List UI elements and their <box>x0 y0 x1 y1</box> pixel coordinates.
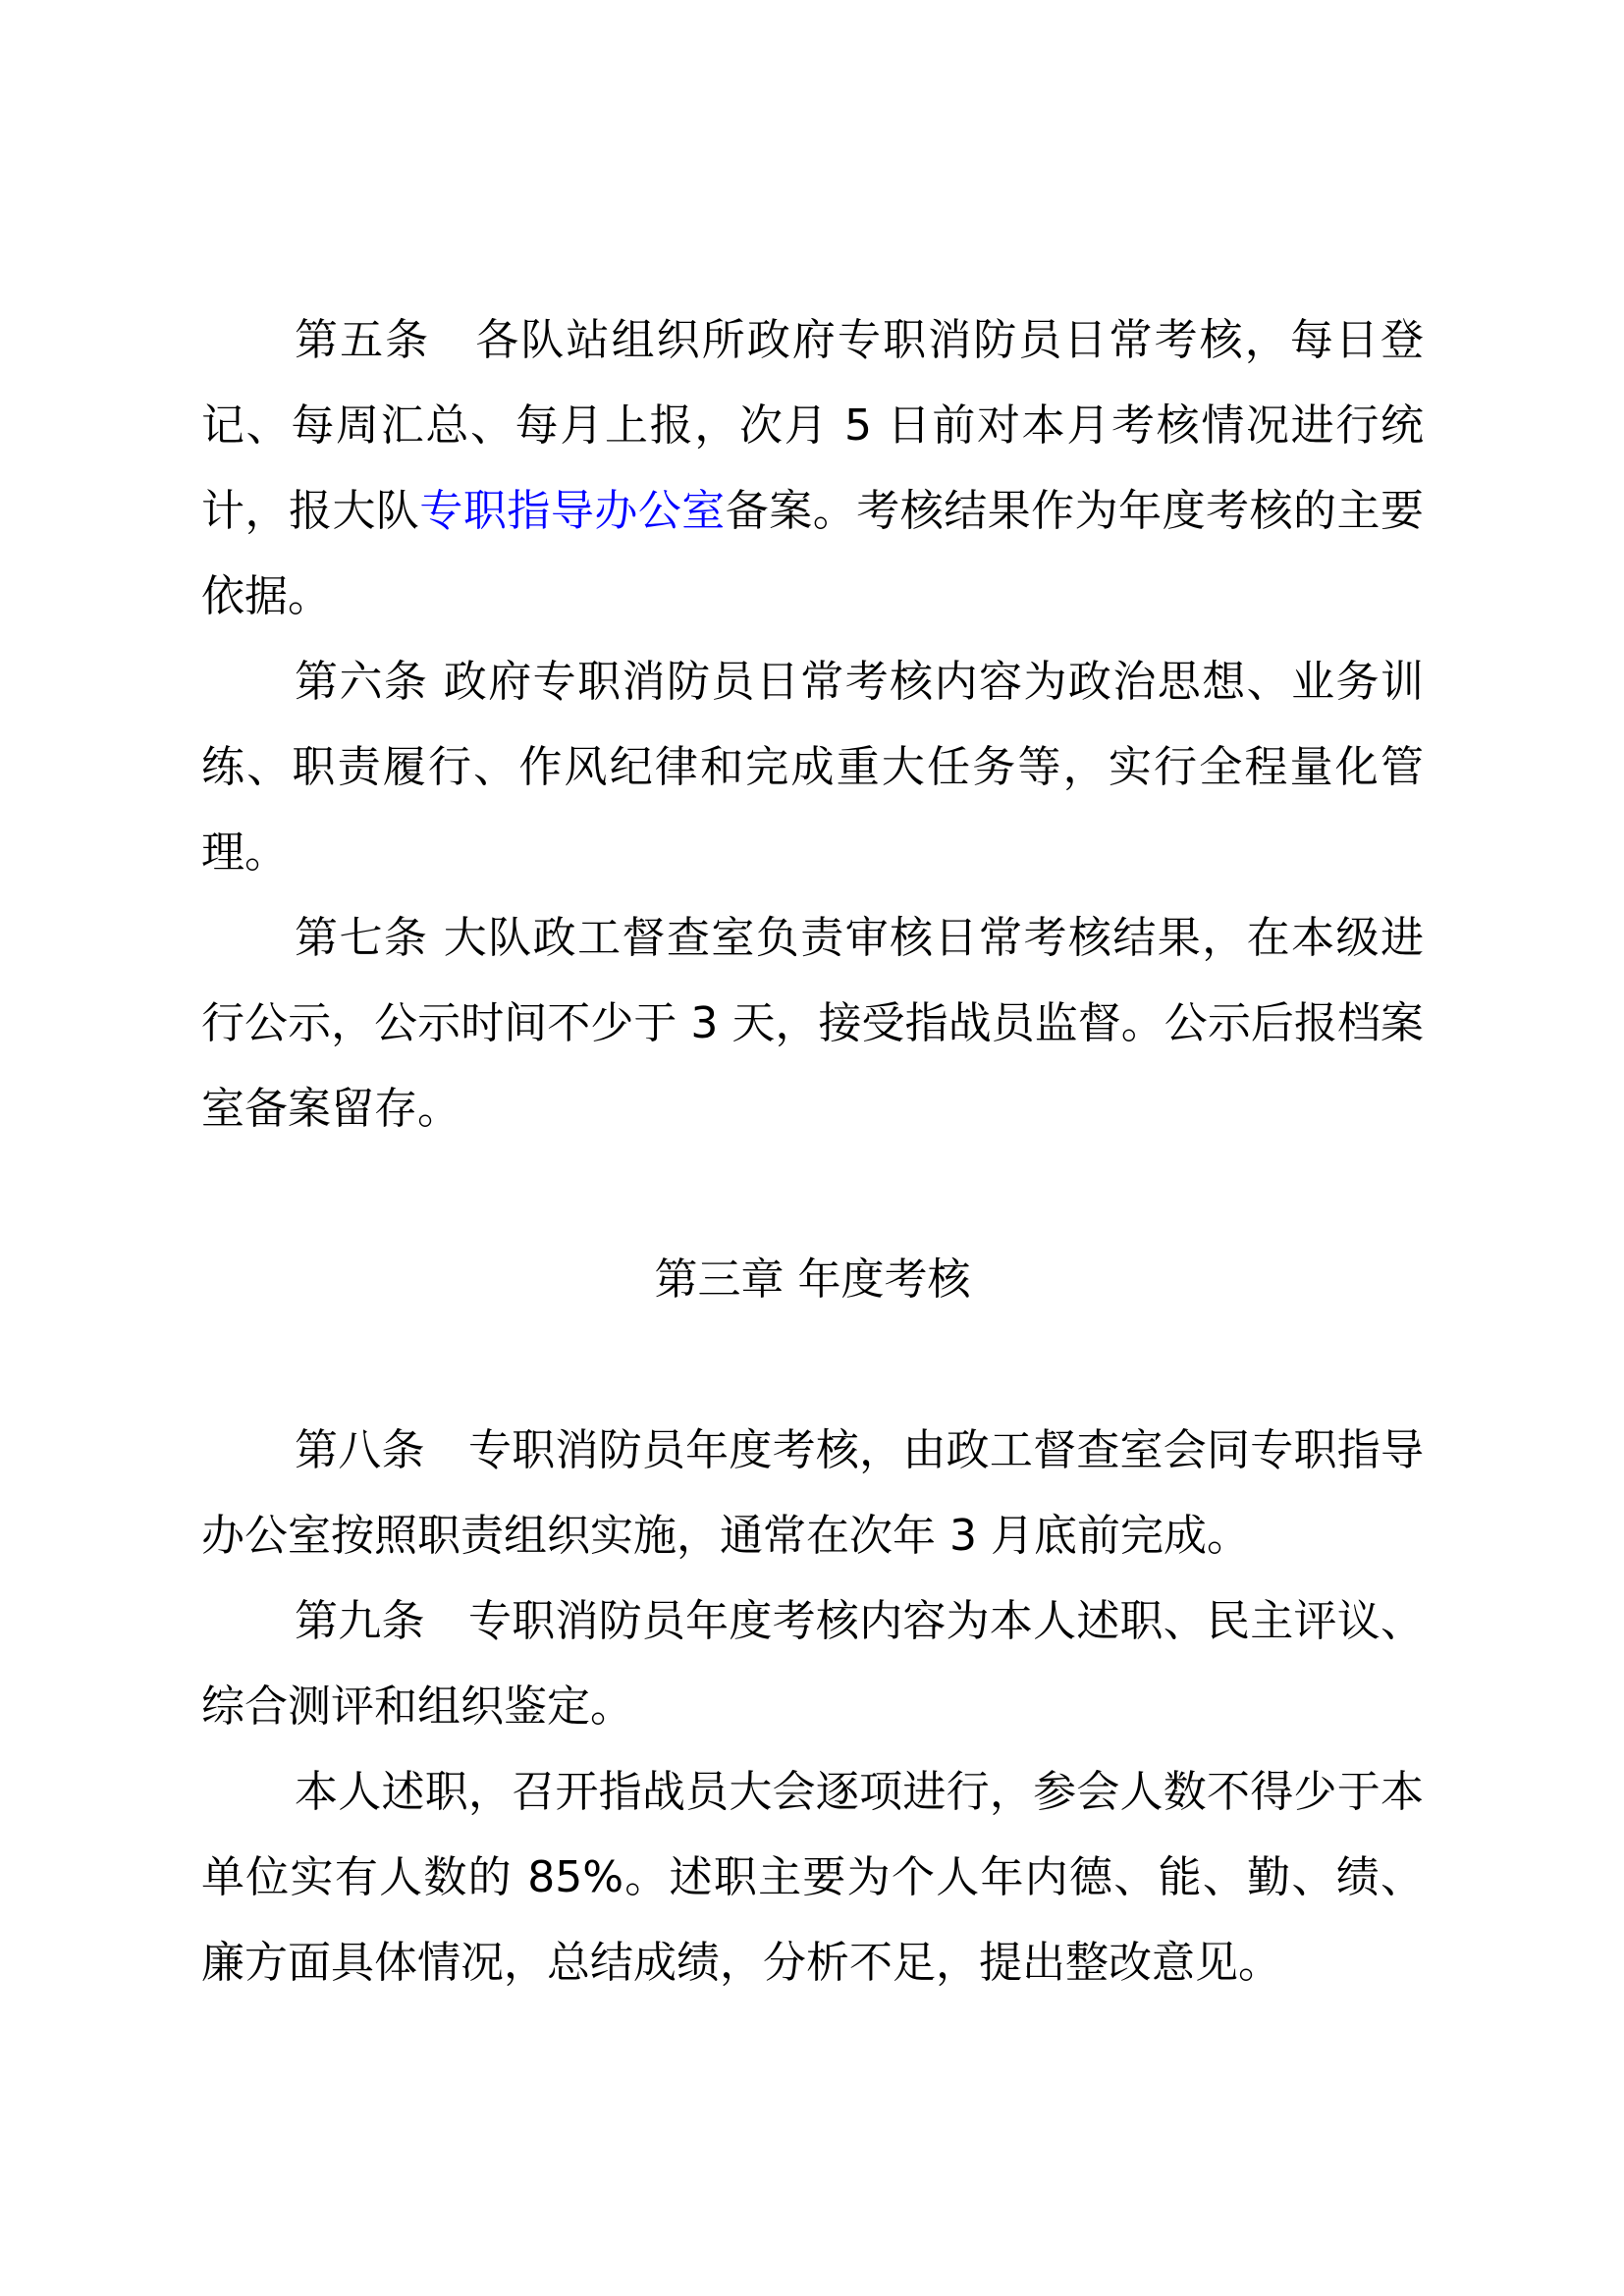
text-segment: 第五条 各队站组织所政府专职消防员日常考核，每日登记、每周汇总、每月上报，次月 5 日前对本月考核情况进行统计，报大队 <box>201 315 1424 536</box>
link-full-time-guidance-office[interactable]: 专职指导办公室 <box>419 486 726 536</box>
text-segment: 第九条 专职消防员年度考核内容为本人述职、民主评议、综合测评和组织鉴定。 <box>201 1596 1424 1732</box>
text-segment: 第三章 年度考核 <box>654 1255 971 1305</box>
text-segment: 第八条 专职消防员年度考核，由政工督查室会同专职指导办公室按照职责组织实施，通常在次年 3 月底前完成。 <box>201 1425 1424 1561</box>
text-segment: 备案。考核结果作为年度考核的主要依据。 <box>201 486 1425 621</box>
paragraph-article-7 <box>201 895 1424 1151</box>
chapter-heading-3 <box>201 1237 1424 1322</box>
paragraph-article-9 <box>201 1578 1424 1749</box>
paragraph-personal-report <box>201 1749 1424 2005</box>
paragraph-article-8 <box>201 1408 1424 1578</box>
text-segment: 第七条 大队政工督查室负责审核日常考核结果，在本级进行公示，公示时间不少于 3 天，接受指战员监督。公示后报档案室备案留存。 <box>201 913 1424 1134</box>
paragraph-article-5 <box>201 297 1424 639</box>
text-segment: 本人述职，召开指战员大会逐项进行，参会人数不得少于本单位实有人数的 85%。述职主要为个人年内德、能、勤、绩、廉方面具体情况，总结成绩，分析不足，提出整改意见。 <box>201 1767 1424 1988</box>
document-content <box>201 297 1424 2005</box>
text-segment: 第六条 政府专职消防员日常考核内容为政治思想、业务训练、职责履行、作风纪律和完成重大任务等，实行全程量化管理。 <box>201 657 1424 878</box>
paragraph-article-6 <box>201 639 1424 895</box>
